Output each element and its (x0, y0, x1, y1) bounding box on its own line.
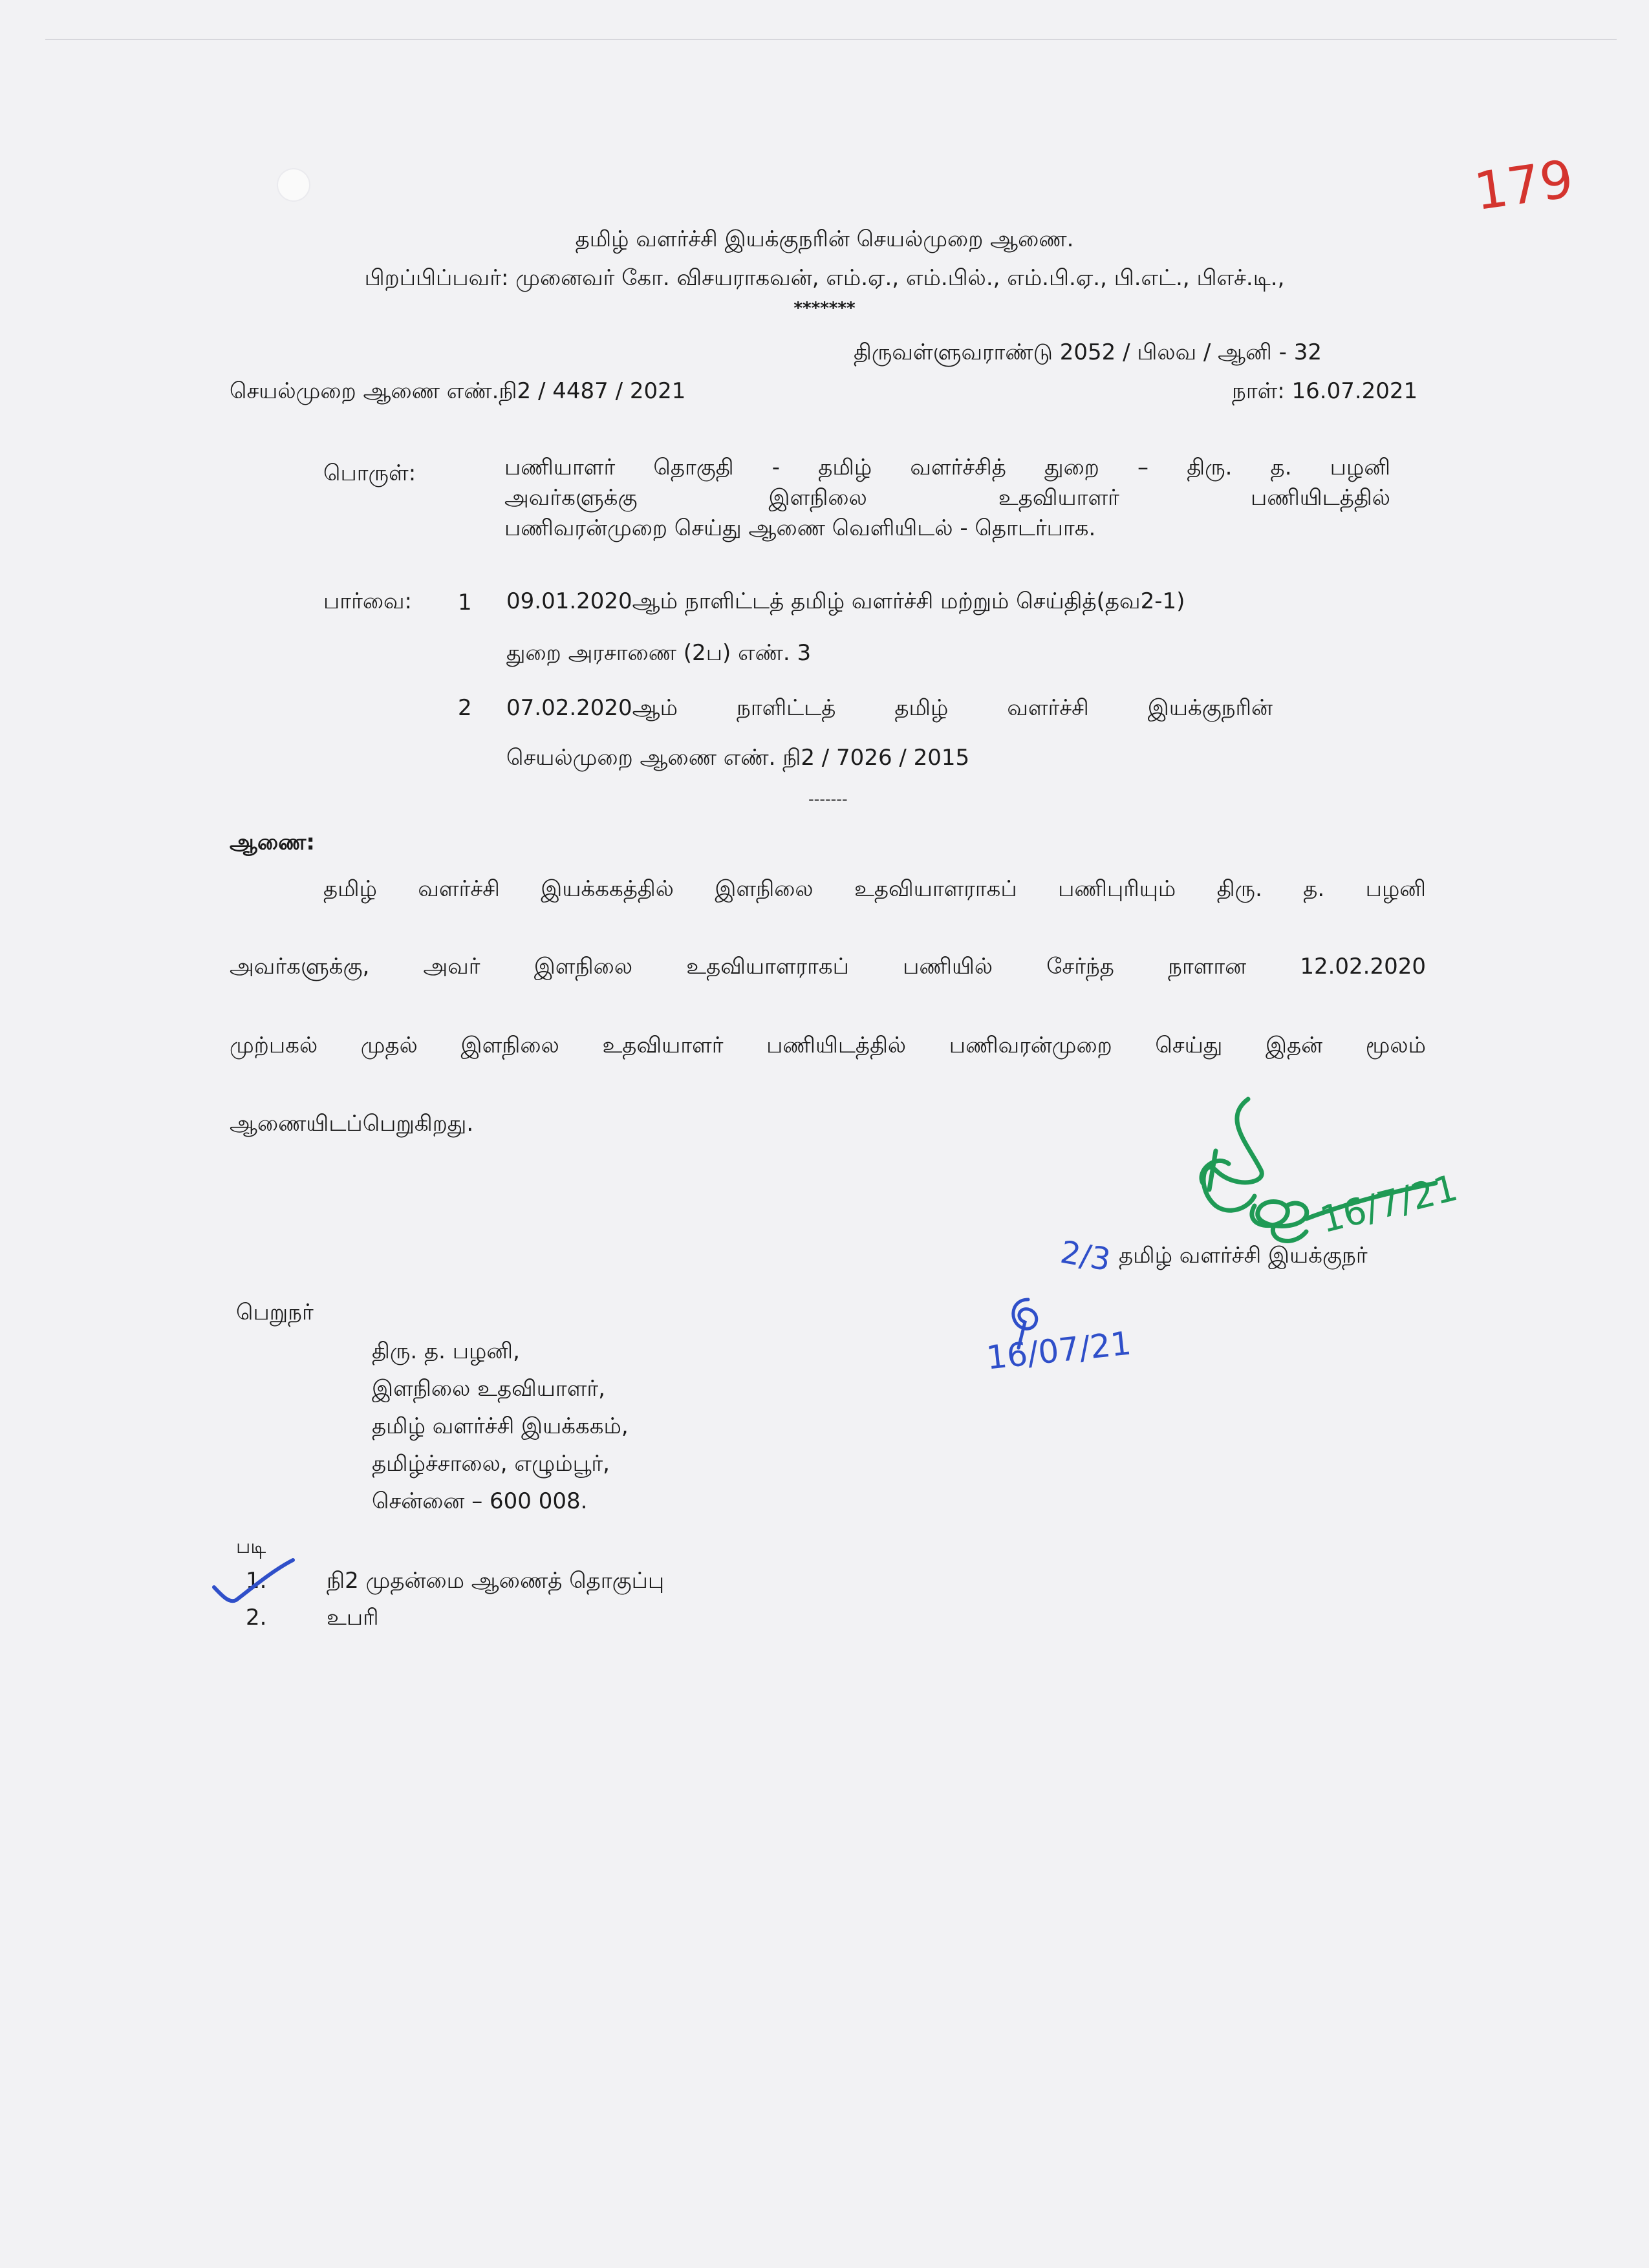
subject-text (504, 453, 1390, 544)
subject-label: பொருள்: (323, 460, 416, 486)
reference-1-line-2: துறை அரசாணை (2ப) எண். 3 (506, 640, 812, 666)
blue-handwritten-date: 16/07/21 (984, 1324, 1133, 1377)
order-date: நாள்: 16.07.2021 (1232, 378, 1418, 404)
punch-hole (278, 169, 309, 200)
document-title: தமிழ் வளர்ச்சி இயக்குநரின் செயல்முறை ஆணை. (575, 226, 1074, 252)
header-separator: ******* (793, 299, 856, 318)
recipient-city: சென்னை – 600 008. (372, 1488, 588, 1514)
scan-edge-line (45, 39, 1617, 40)
subject-line-1: பணியாளர் தொகுதி - தமிழ் வளர்ச்சித் துறை – திரு. த. பழனி (504, 455, 1390, 480)
copy-1-number: 1. (246, 1568, 267, 1594)
references-separator: ------- (808, 790, 848, 808)
copy-1-text: நி2 முதன்மை ஆணைத் தொகுப்பு (327, 1568, 665, 1594)
copy-label: படி (236, 1535, 266, 1558)
reference-2-line-1: 07.02.2020ஆம் நாளிட்டத் தமிழ் வளர்ச்சி இயக்குநரின் (506, 695, 1273, 721)
recipient-label: பெறுநர் (236, 1300, 314, 1325)
copy-2-text: உபரி (327, 1605, 379, 1631)
order-line-3: முற்பகல் முதல் இளநிலை உதவியாளர் பணியிடத்தில் பணிவரன்முறை செய்து இதன் மூலம் (230, 1032, 1426, 1058)
recipient-name: திரு. த. பழனி, (372, 1338, 520, 1364)
blue-check-mark (210, 1555, 297, 1607)
recipient-office: தமிழ் வளர்ச்சி இயக்ககம், (372, 1413, 629, 1439)
reference-1-number: 1 (458, 590, 472, 615)
issuer-line: பிறப்பிப்பவர்: முனைவர் கோ. விசயராகவன், எம்.ஏ., எம்.பில்., எம்.பி.ஏ., பி.எட்., பிஎச்.டி., (364, 265, 1285, 291)
blue-handwritten-fraction: 2/3 (1057, 1234, 1114, 1279)
reference-2-line-2: செயல்முறை ஆணை எண். நி2 / 7026 / 2015 (506, 745, 970, 771)
reference-2-number: 2 (458, 695, 472, 721)
thiruvalluvar-year: திருவள்ளுவராண்டு 2052 / பிலவ / ஆனி - 32 (854, 339, 1322, 365)
references-label: பார்வை: (323, 588, 412, 614)
order-number: செயல்முறை ஆணை எண்.நி2 / 4487 / 2021 (230, 378, 686, 404)
subject-line-2: அவர்களுக்கு இளநிலை உதவியாளர் பணியிடத்தில் (504, 485, 1390, 511)
order-line-1: தமிழ் வளர்ச்சி இயக்ககத்தில் இளநிலை உதவியாளராகப் பணிபுரியும் திரு. த. பழனி (323, 876, 1426, 902)
recipient-designation: இளநிலை உதவியாளர், (372, 1376, 605, 1402)
reference-1-line-1: 09.01.2020ஆம் நாளிட்டத் தமிழ் வளர்ச்சி மற்றும் செய்தித்(தவ2-1) (506, 588, 1185, 614)
recipient-street: தமிழ்ச்சாலை, எழும்பூர், (372, 1451, 610, 1477)
handwritten-page-number: 179 (1471, 148, 1577, 222)
order-label: ஆணை: (230, 829, 316, 855)
signatory-designation: தமிழ் வளர்ச்சி இயக்குநர் (1119, 1243, 1368, 1268)
subject-line-3: பணிவரன்முறை செய்து ஆணை வெளியிடல் - தொடர்பாக. (504, 515, 1096, 541)
order-line-4: ஆணையிடப்பெறுகிறது. (230, 1111, 474, 1137)
order-line-2: அவர்களுக்கு, அவர் இளநிலை உதவியாளராகப் பணியில் சேர்ந்த நாளான 12.02.2020 (230, 954, 1426, 979)
green-handwritten-date: 16/7/21 (1316, 1166, 1462, 1242)
copy-2-number: 2. (246, 1605, 267, 1631)
